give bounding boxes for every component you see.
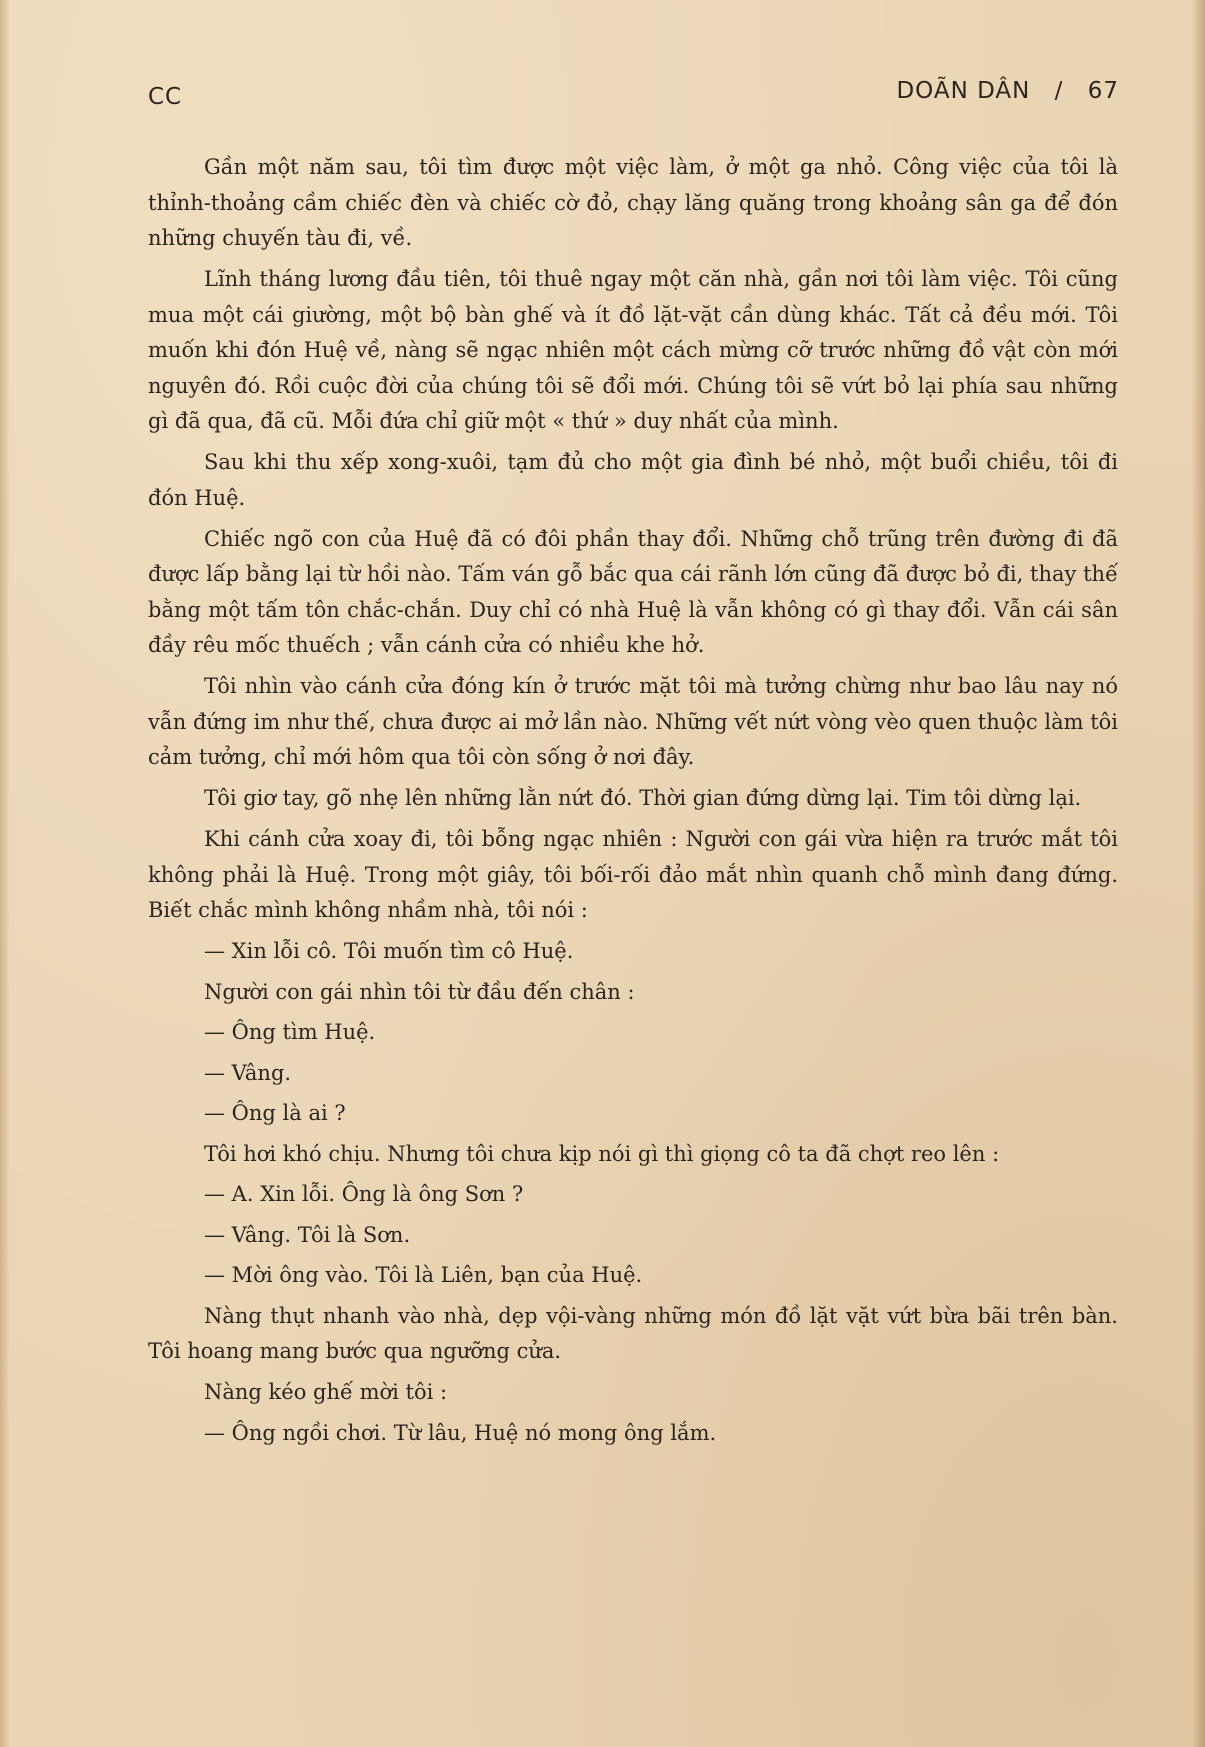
running-header — [148, 78, 1119, 114]
dialogue-line: — Ông tìm Huệ. — [204, 1020, 376, 1044]
dialogue-line: — Xin lỗi cô. Tôi muốn tìm cô Huệ. — [204, 939, 574, 963]
paragraph: Nàng thụt nhanh vào nhà, dẹp vội-vàng những món đồ lặt vặt vứt bừa bãi trên bàn. Tôi hoang mang bước qua ngưỡng cửa. — [148, 1303, 1118, 1363]
paragraph: Tôi giơ tay, gõ nhẹ lên những lằn nứt đó. Thời gian đứng dừng lại. Tim tôi dừng lại. — [204, 786, 1082, 810]
paragraph: Nàng kéo ghế mời tôi : — [204, 1380, 448, 1404]
paragraph: Khi cánh cửa xoay đi, tôi bỗng ngạc nhiên : Người con gái vừa hiện ra trước mắt tôi không phải là Huệ. Trong một giây, tôi bối-rối đảo mắt nhìn quanh chỗ mình đang đứng. Biết chắc mình không nhầm nhà, tôi nói : — [148, 827, 1118, 922]
header-left-mark: CC — [148, 84, 183, 110]
page-edge-right — [1191, 0, 1205, 1747]
dialogue-line: — A. Xin lỗi. Ông là ông Sơn ? — [204, 1182, 524, 1206]
page-number: 67 — [1087, 78, 1119, 104]
page-body — [148, 150, 1118, 1456]
header-right — [880, 78, 1119, 104]
paragraph: Lĩnh tháng lương đầu tiên, tôi thuê ngay một căn nhà, gần nơi tôi làm việc. Tôi cũng mua một cái giường, một bộ bàn ghế và ít đồ lặt-vặt cần dùng khác. Tất cả đều mới. Tôi muốn khi đón Huệ về, nàng sẽ ngạc nhiên một cách mừng cỡ trước những đồ vật còn mới nguyên đó. Rồi cuộc đời của chúng tôi sẽ đổi mới. Chúng tôi sẽ vứt bỏ lại phía sau những gì đã qua, đã cũ. Mỗi đứa chỉ giữ một « thứ » duy nhất của mình. — [148, 267, 1118, 433]
author-name: DOÃN DÂN — [896, 78, 1031, 104]
dialogue-line: — Ông ngồi chơi. Từ lâu, Huệ nó mong ông lắm. — [204, 1420, 717, 1445]
paragraph: Chiếc ngõ con của Huệ đã có đôi phần thay đổi. Những chỗ trũng trên đường đi đã được lấp bằng lại từ hồi nào. Tấm ván gỗ bắc qua cái rãnh lớn cũng đã được bỏ đi, thay thế bằng một tấm tôn chắc-chắn. Duy chỉ có nhà Huệ là vẫn không có gì thay đổi. Vẫn cái sân đầy rêu mốc thuếch ; vẫn cánh cửa có nhiều khe hở. — [148, 526, 1118, 657]
page-edge-left — [0, 0, 10, 1747]
paragraph: Sau khi thu xếp xong-xuôi, tạm đủ cho một gia đình bé nhỏ, một buổi chiều, tôi đi đón Huệ. — [148, 450, 1118, 510]
paragraph: Gần một năm sau, tôi tìm được một việc làm, ở một ga nhỏ. Công việc của tôi là thỉnh-thoảng cầm chiếc đèn và chiếc cờ đỏ, chạy lăng quăng trong khoảng sân ga để đón những chuyến tàu đi, về. — [148, 155, 1118, 250]
paragraph: Tôi nhìn vào cánh cửa đóng kín ở trước mặt tôi mà tưởng chừng như bao lâu nay nó vẫn đứng im như thế, chưa được ai mở lần nào. Những vết nứt vòng vèo quen thuộc làm tôi cảm tưởng, chỉ mới hôm qua tôi còn sống ở nơi đây. — [148, 674, 1118, 769]
paragraph: Người con gái nhìn tôi từ đầu đến chân : — [204, 979, 635, 1004]
paragraph: Tôi hơi khó chịu. Nhưng tôi chưa kịp nói gì thì giọng cô ta đã chợt reo lên : — [204, 1141, 1000, 1166]
dialogue-line: — Mời ông vào. Tôi là Liên, bạn của Huệ. — [204, 1263, 643, 1287]
dialogue-line: — Ông là ai ? — [204, 1101, 346, 1125]
header-separator: / — [1054, 78, 1064, 104]
dialogue-line: — Vâng. — [204, 1060, 292, 1085]
dialogue-line: — Vâng. Tôi là Sơn. — [204, 1222, 411, 1247]
